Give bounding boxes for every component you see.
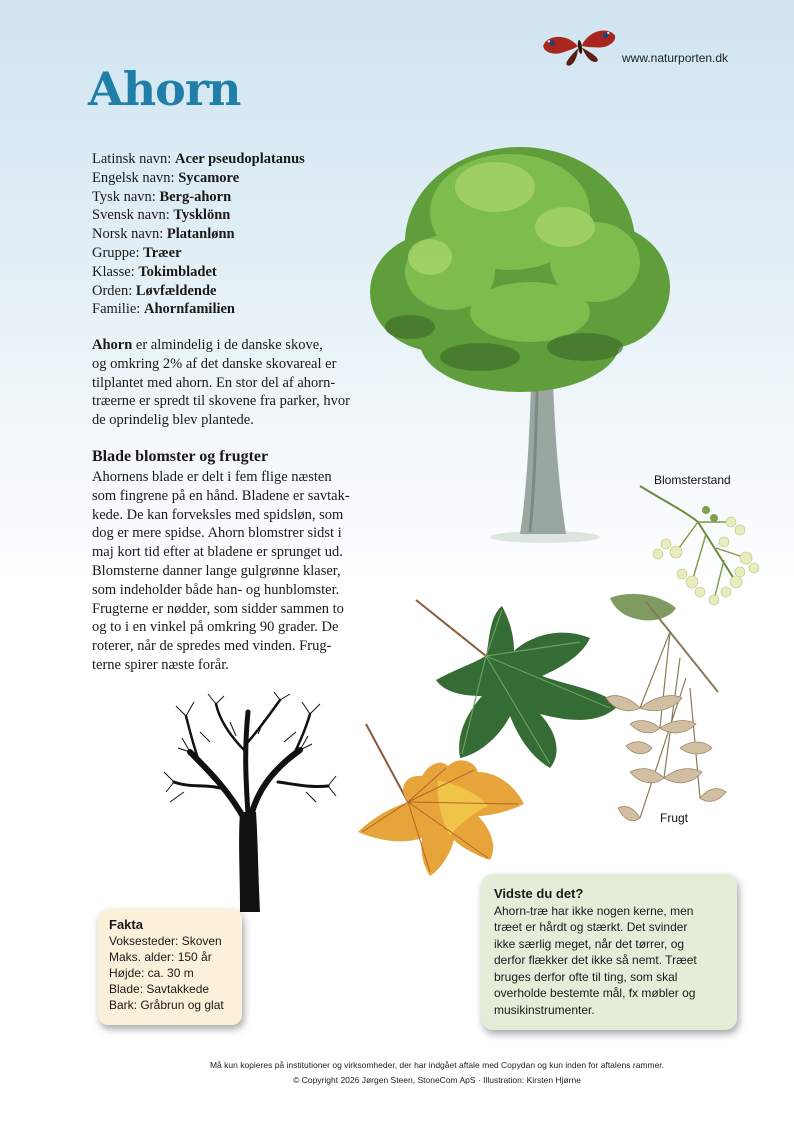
name-row (92, 282, 305, 301)
name-row (92, 300, 305, 319)
did-you-know-line: Ahorn-træ har ikke nogen kerne, men (494, 903, 694, 918)
fakta-box (98, 909, 242, 1025)
section-line: som fingrene på en hånd. Bladene er savtak- (92, 487, 350, 504)
name-value: Træer (143, 244, 182, 261)
name-value: Berg-ahorn (159, 188, 232, 205)
section-line: som indeholder både han- og hunblomster. (92, 581, 340, 598)
section-line: roterer, når de spredes med vinden. Frug- (92, 638, 332, 655)
name-row (92, 150, 305, 169)
page-title: Ahorn (88, 62, 241, 116)
name-value: Tokimbladet (138, 263, 217, 280)
intro-line: og omkring 2% af det danske skovareal er (92, 355, 337, 372)
did-you-know-heading: Vidste du det? (494, 886, 584, 901)
footer-line: © Copyright 2026 Jørgen Steen, StoneCom ApS · Illustration: Kirsten Hjørne (293, 1075, 581, 1085)
did-you-know-line: ikke særlig meget, når det tørrer, og (494, 936, 685, 951)
name-label: Orden: (92, 282, 133, 299)
did-you-know-line: overholde bestemte mål, fx møbler og (494, 986, 696, 1000)
section-line: maj kort tid efter at bladene er sprunget ud. (92, 544, 343, 561)
name-label: Engelsk navn: (92, 169, 175, 186)
footer-copy-notice (0, 1060, 794, 1070)
footer-line: Må kun kopieres på institutioner og virksomheder, der har indgået aftale med Copydan og kun inden for aftalens rammer. (209, 1060, 665, 1070)
intro-line: træerne er spredt til skovene fra parker, hvor (92, 393, 350, 410)
intro-line: er almindelig i de danske skove, (132, 337, 323, 353)
section-line: Blomsterne danner lange gulgrønne klaser, (92, 562, 341, 579)
fakta-heading: Fakta (109, 917, 143, 932)
fakta-line: Højde: ca. 30 m (109, 966, 194, 980)
fakta-line: Maks. alder: 150 år (109, 950, 212, 964)
name-value: Platanlønn (166, 226, 235, 243)
name-label: Latinsk navn: (92, 151, 172, 167)
name-row (92, 263, 305, 282)
caption-fruit: Frugt (660, 811, 689, 825)
fruit-branch-illustration (600, 588, 730, 838)
autumn-leaf-illustration (338, 720, 533, 880)
name-row (92, 225, 305, 244)
name-label: Klasse: (92, 263, 135, 280)
section-heading: Blade blomster og frugter (92, 448, 269, 465)
name-row (92, 244, 305, 263)
name-list (92, 150, 305, 319)
section-line: og to i en vinkel på omkring 90 grader. De (92, 619, 339, 636)
fakta-line: Blade: Savtakkede (109, 982, 210, 996)
did-you-know-line: træet er hårdt og stærkt. Det svinder (494, 920, 688, 934)
maple-tree-illustration (370, 122, 670, 552)
intro-paragraph (92, 336, 392, 430)
intro-line: de oprindelig blev plantede. (92, 412, 254, 429)
section-paragraph (92, 468, 384, 675)
did-you-know-line: bruges derfor ofte til ting, som skal (494, 969, 678, 984)
section-line: kede. De kan forveksles med spidsløn, som (92, 506, 344, 523)
name-value: Ahornfamilien (143, 301, 235, 318)
butterfly-icon (540, 28, 620, 66)
section-line: terne spirer næste forår. (92, 656, 229, 673)
footer-copyright (0, 1075, 794, 1085)
name-value: Sycamore (178, 169, 240, 186)
fakta-line: Bark: Gråbrun og glat (109, 998, 224, 1012)
name-label: Tysk navn: (92, 188, 156, 205)
winter-tree-silhouette (160, 692, 340, 912)
section-line: Frugterne er nødder, som sidder sammen to (92, 600, 344, 617)
section-line: dog er mere spidse. Ahorn blomstrer sidst i (92, 525, 342, 542)
intro-line: tilplantet med ahorn. En stor del af ahorn- (92, 374, 336, 391)
fakta-line: Voksesteder: Skoven (109, 934, 222, 948)
intro-lead: Ahorn (92, 337, 133, 353)
name-label: Familie: (92, 301, 141, 318)
did-you-know-line: derfor flækker det ikke så nemt. Træet (494, 953, 697, 967)
section-line: Ahornens blade er delt i fem flige næsten (92, 469, 332, 485)
did-you-know-line: musikinstrumenter. (494, 1002, 595, 1017)
name-value: Løvfældende (135, 282, 217, 299)
name-value: Tysklönn (173, 207, 231, 224)
name-label: Gruppe: (92, 244, 140, 261)
name-label: Norsk navn: (92, 226, 164, 243)
caption-flower: Blomsterstand (654, 473, 731, 487)
name-row (92, 206, 305, 225)
name-row (92, 188, 305, 207)
name-row (92, 169, 305, 188)
website-link[interactable]: www.naturporten.dk (622, 51, 729, 65)
name-value: Acer pseudoplatanus (174, 151, 305, 167)
name-label: Svensk navn: (92, 207, 170, 224)
did-you-know-box (481, 874, 737, 1030)
